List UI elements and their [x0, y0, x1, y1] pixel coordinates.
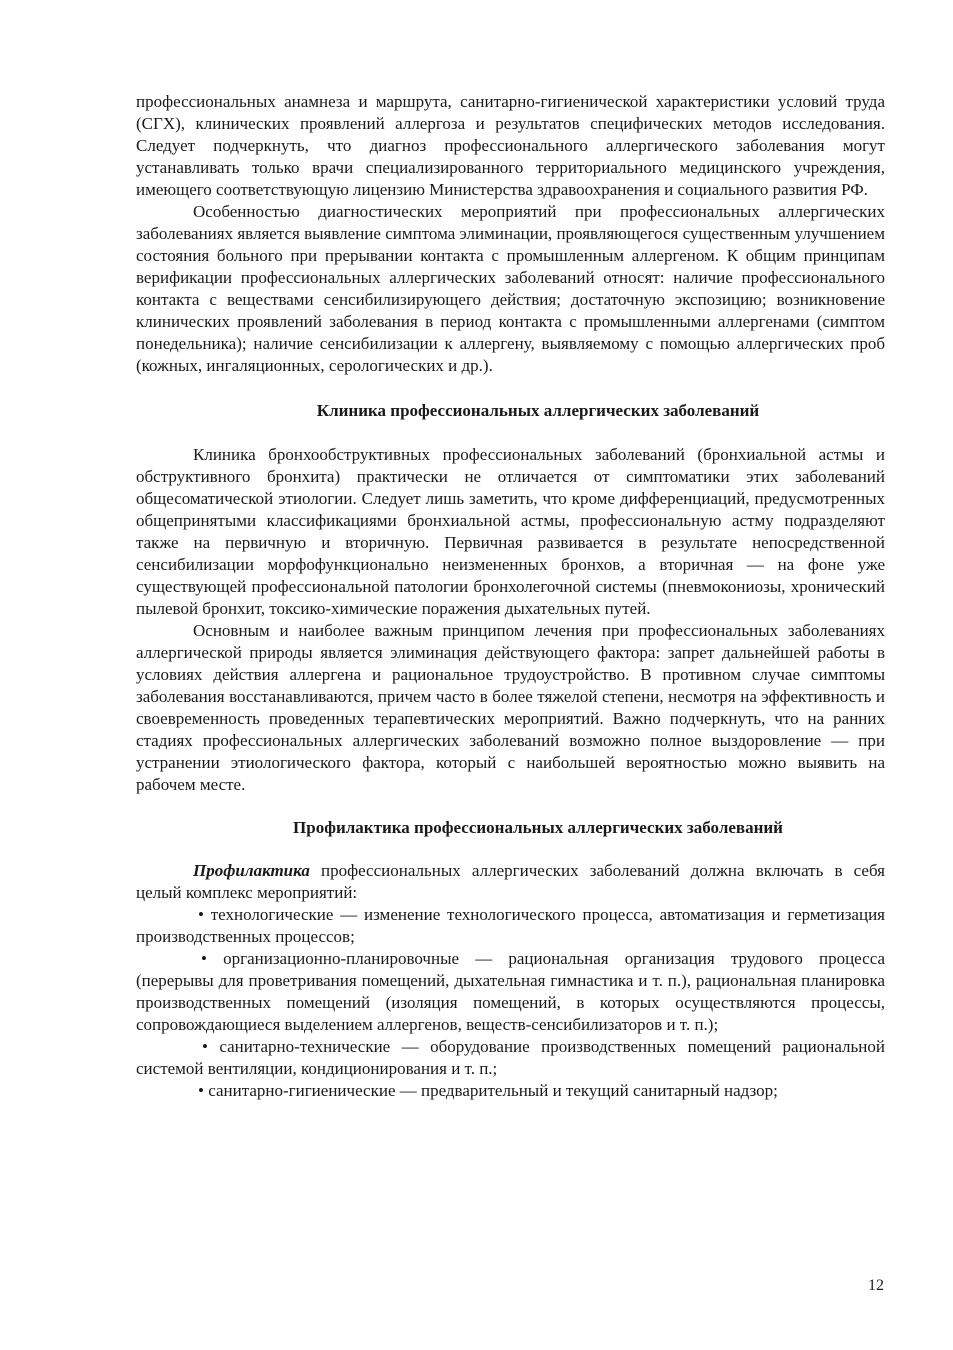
section-heading-prevention: Профилактика профессиональных аллергических заболеваний — [293, 818, 783, 837]
section-heading-clinic: Клиника профессиональных аллергических заболеваний — [316, 401, 760, 420]
paragraph: Клиника бронхообструктивных профессиональных заболеваний (бронхиальной астмы и обструктивного бронхита) практически не отличается от симптоматики этих заболеваний общесоматической этиологии. Следует лишь заметить, что кроме дифференциаций, предусмотренных общепринятыми классификациями бронхиальной астмы, профессиональную астму подразделяют также на первичную и вторичную. Первичная развивается в результате непосредственной сенсибилизации морфофункционально неизмененных бронхов, а вторичная — на фоне уже существующей профессиональной патологии бронхолегочной системы (пневмокониозы, хронический пылевой бронхит, токсико-химические поражения дыхательных путей. — [136, 445, 885, 618]
bullet-item: • санитарно-гигиенические — предварительный и текущий санитарный надзор; — [198, 1081, 778, 1100]
bullet-item: • организационно-планировочные — рациональная организация трудового процесса (перерывы для проветривания помещений, дыхательная гимнастика и т. п.), рациональная планировка производственных помещений (изоляция помещений, в которых осуществляются процессы, сопровождающиеся выделением аллергенов, веществ-сенсибилизаторов и т. п.); — [136, 949, 885, 1034]
lead-rest: профессиональных аллергических заболеваний должна включать в себя целый комплекс мероприятий: — [136, 861, 885, 902]
prevention-lead-paragraph — [136, 860, 885, 904]
bullet-item: • санитарно-технические — оборудование производственных помещений рациональной системой вентиляции, кондиционирования и т. п.; — [136, 1037, 885, 1078]
page-number: 12 — [868, 1277, 884, 1294]
lead-term: Профилактика — [193, 861, 310, 880]
page-content — [136, 91, 885, 1102]
paragraph: Основным и наиболее важным принципом лечения при профессиональных заболеваниях аллергической природы является элиминация действующего фактора: запрет дальнейшей работы в условиях действия аллергена и рациональное трудоустройство. В противном случае симптомы заболевания восстанавливаются, причем часто в более тяжелой степени, несмотря на эффективность и своевременность проведенных терапевтических мероприятий. Важно подчеркнуть, что на ранних стадиях профессиональных аллергических заболеваний возможно полное выздоровление — при устранении этиологического фактора, который с наибольшей вероятностью можно выявить на рабочем месте. — [136, 621, 885, 794]
paragraph: профессиональных анамнеза и маршрута, санитарно-гигиенической характеристики условий труда (СГХ), клинических проявлений аллергоза и результатов специфических методов исследования. Следует подчеркнуть, что диагноз профессионального аллергического заболевания могут устанавливать только врачи специализированного территориального медицинского учреждения, имеющего соответствующую лицензию Министерства здравоохранения и социального развития РФ. — [136, 92, 885, 199]
paragraph: Особенностью диагностических мероприятий при профессиональных аллергических заболеваниях является выявление симптома элиминации, проявляющегося существенным улучшением состояния больного при прерывании контакта с промышленным аллергеном. К общим принципам верификации профессиональных аллергических заболеваний относят: наличие профессионального контакта с веществами сенсибилизирующего действия; достаточную экспозицию; возникновение клинических проявлений заболевания в период контакта с промышленными аллергенами (симптом понедельника); наличие сенсибилизации к аллергену, выявляемому с помощью аллергических проб (кожных, ингаляционных, серологических и др.). — [136, 202, 885, 375]
bullet-item: • технологические — изменение технологического процесса, автоматизация и герметизация производственных процессов; — [136, 905, 885, 946]
